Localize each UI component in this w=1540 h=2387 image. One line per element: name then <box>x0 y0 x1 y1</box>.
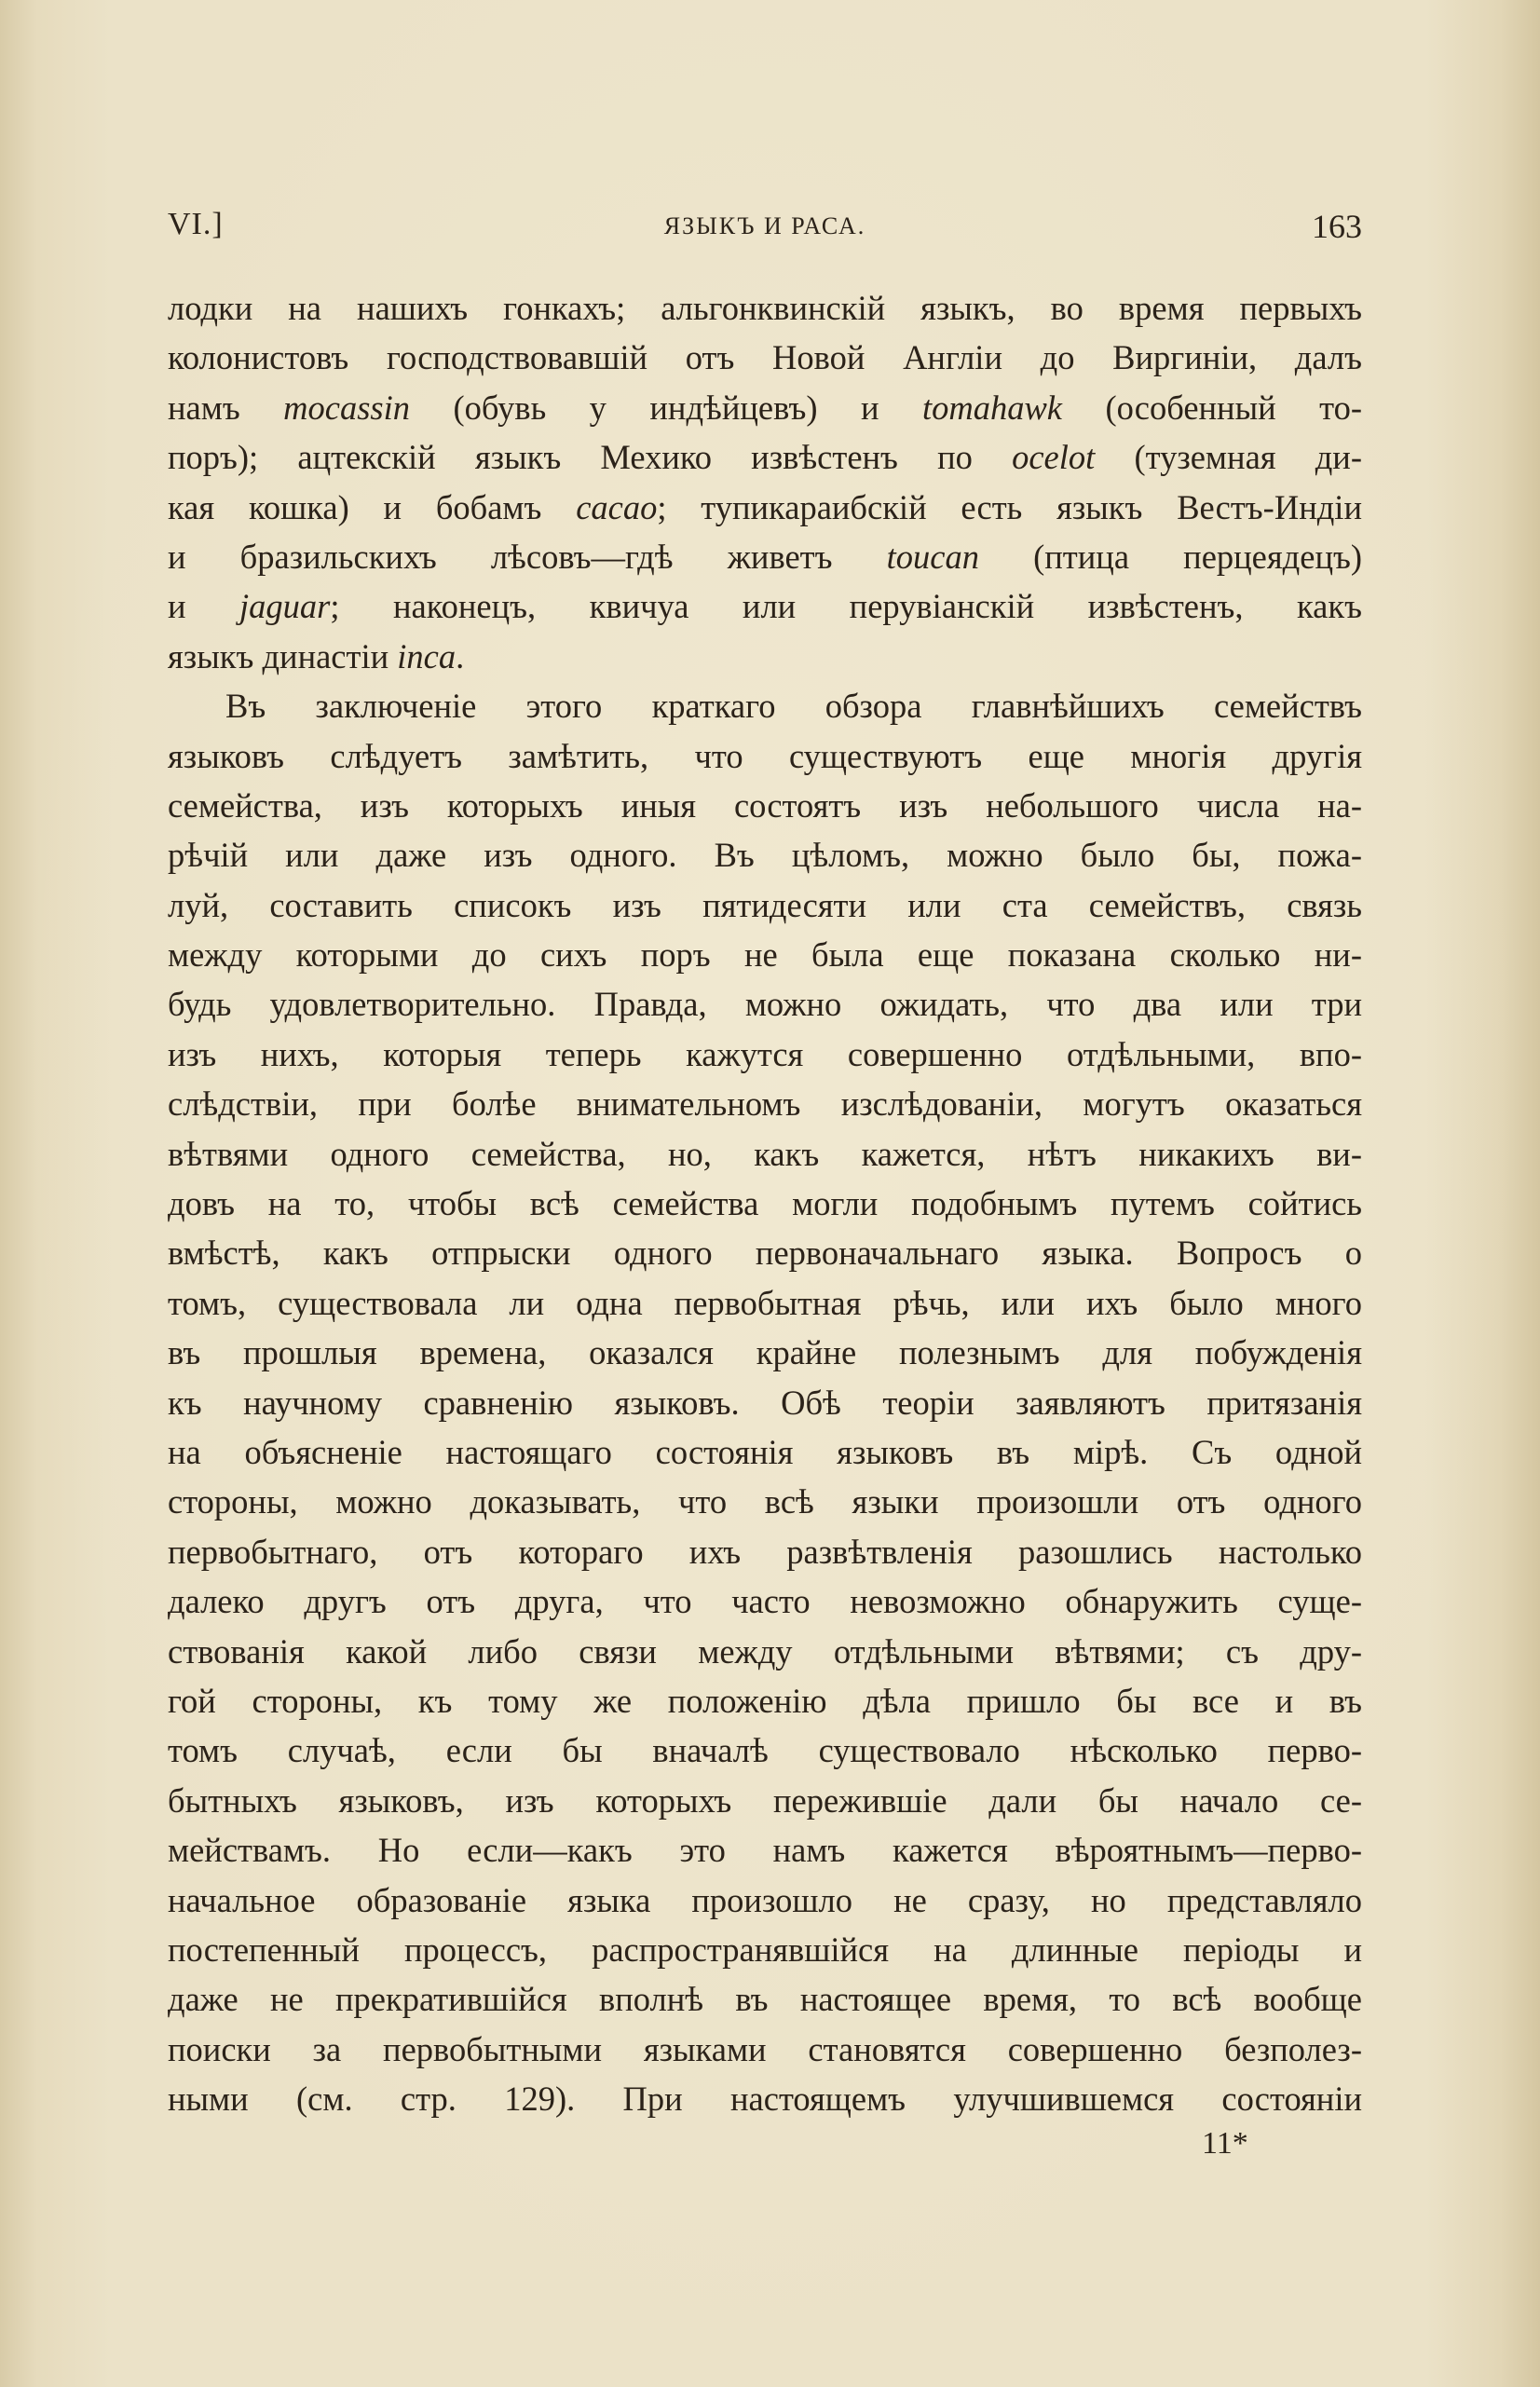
text-line: луй, составить списокъ изъ пятидесяти или ста семействъ, связь <box>168 885 1362 924</box>
text-segment: (обувь у индѣйцевъ) и <box>410 388 922 427</box>
text-line <box>168 581 1362 631</box>
italic-term: cacao <box>576 487 658 526</box>
body-text <box>168 283 1362 2123</box>
text-line <box>168 432 1362 482</box>
text-line: томъ, существовала ли одна первобытная рѣчь, или ихъ было много <box>168 1283 1362 1322</box>
text-line: изъ нихъ, которыя теперь кажутся совершенно отдѣльными, впо- <box>168 1034 1362 1073</box>
text-line: рѣчій или даже изъ одного. Въ цѣломъ, можно было бы, пожа- <box>168 836 1362 875</box>
text-segment: намъ <box>168 388 284 427</box>
text-line: бытныхъ языковъ, изъ которыхъ пережившіе дали бы начало се- <box>168 1780 1362 1820</box>
text-line: далеко другъ отъ друга, что часто невозможно обнаружить суще- <box>168 1582 1362 1621</box>
italic-term: toucan <box>886 537 979 576</box>
text-line: довъ на то, чтобы всѣ семейства могли подобнымъ путемъ сойтись <box>168 1184 1362 1223</box>
running-title: ЯЗЫКЪ И РАСА. <box>663 212 866 239</box>
page-header <box>168 207 1362 253</box>
italic-term: mocassin <box>283 388 411 427</box>
text-segment: языкъ династіи <box>168 636 398 675</box>
text-segment: колонистовъ господствовавшій отъ Новой Англіи до Виргиніи, далъ <box>168 338 1362 377</box>
text-line: даже не прекратившійся вполнѣ въ настоящее время, то всѣ вообще <box>168 1980 1362 2019</box>
text-line <box>168 483 1362 532</box>
text-line: томъ случаѣ, если бы вначалѣ существовало нѣсколько перво- <box>168 1731 1362 1770</box>
signature-mark: 11* <box>1202 2126 1248 2161</box>
text-segment: и <box>168 587 240 626</box>
text-line: гой стороны, къ тому же положенію дѣла пришло бы все и въ <box>168 1681 1362 1720</box>
text-segment: и бразильскихъ лѣсовъ—гдѣ живетъ <box>168 537 887 576</box>
italic-term: jaguar <box>239 587 331 626</box>
text-line: языковъ слѣдуетъ замѣтить, что существуютъ еще многія другія <box>168 736 1362 775</box>
text-segment: лодки на нашихъ гонкахъ; альгонквинскій языкъ, во время первыхъ <box>168 289 1362 327</box>
text-line: начальное образованіе языка произошло не сразу, но представляло <box>168 1880 1362 1919</box>
text-segment: (особенный то- <box>1062 388 1362 427</box>
text-line: къ научному сравненію языковъ. Обѣ теоріи заявляютъ притязанія <box>168 1383 1362 1422</box>
text-line <box>168 532 1362 581</box>
text-line: слѣдствіи, при болѣе внимательномъ изслѣдованіи, могутъ оказаться <box>168 1084 1362 1124</box>
text-line <box>168 283 1362 333</box>
text-line: стороны, можно доказывать, что всѣ языки произошли отъ одного <box>168 1482 1362 1521</box>
text-line: поиски за первобытными языками становятся совершенно безполез- <box>168 2029 1362 2068</box>
text-line: будь удовлетворительно. Правда, можно ожидать, что два или три <box>168 985 1362 1024</box>
text-line <box>168 383 1362 432</box>
italic-term: tomahawk <box>921 388 1062 427</box>
text-line: вѣтвями одного семейства, но, какъ кажется, нѣтъ никакихъ ви- <box>168 1134 1362 1173</box>
text-line: постепенный процессъ, распространявшійся на длинные періоды и <box>168 1930 1362 1969</box>
chapter-number: VI.] <box>168 207 224 241</box>
text-segment: кая кошка) и бобамъ <box>168 487 577 526</box>
text-line: первобытнаго, отъ котораго ихъ развѣтвленія разошлись настолько <box>168 1532 1362 1571</box>
text-segment: ; наконецъ, квичуа или перувіанскій извѣстенъ, какъ <box>330 587 1362 626</box>
text-line: вмѣстѣ, какъ отпрыски одного первоначальнаго языка. Вопросъ о <box>168 1234 1362 1273</box>
page-number: 163 <box>1312 208 1362 245</box>
text-line <box>168 333 1362 382</box>
text-line: Въ заключеніе этого краткаго обзора главнѣйшихъ семействъ <box>225 687 1362 726</box>
paragraph-1 <box>168 283 1362 681</box>
text-segment: . <box>456 636 465 675</box>
text-line: мействамъ. Но если—какъ это намъ кажется вѣроятнымъ—перво- <box>168 1831 1362 1870</box>
text-line: въ прошлыя времена, оказался крайне полезнымъ для побужденія <box>168 1333 1362 1372</box>
text-segment: (птица перцеядецъ) <box>978 537 1362 576</box>
text-line: ными (см. стр. 129). При настоящемъ улучшившемся состояніи <box>168 2080 1362 2119</box>
text-line: на объясненіе настоящаго состоянія языковъ въ мірѣ. Съ одной <box>168 1432 1362 1471</box>
text-line <box>168 632 1362 681</box>
text-segment: (туземная ди- <box>1095 438 1362 477</box>
text-segment: ; тупикараибскій есть языкъ Вестъ-Индіи <box>657 487 1362 526</box>
italic-term: inca <box>397 636 457 675</box>
italic-term: ocelot <box>1012 438 1096 477</box>
paragraph-2 <box>168 681 1362 2123</box>
text-line: семейства, изъ которыхъ иныя состоятъ изъ небольшого числа на- <box>168 785 1362 825</box>
text-line: между которыми до сихъ поръ не была еще показана сколько ни- <box>168 935 1362 975</box>
text-line: ствованія какой либо связи между отдѣльными вѣтвями; съ дру- <box>168 1631 1362 1671</box>
text-segment: поръ); ацтекскій языкъ Мехико извѣстенъ по <box>168 438 1013 477</box>
